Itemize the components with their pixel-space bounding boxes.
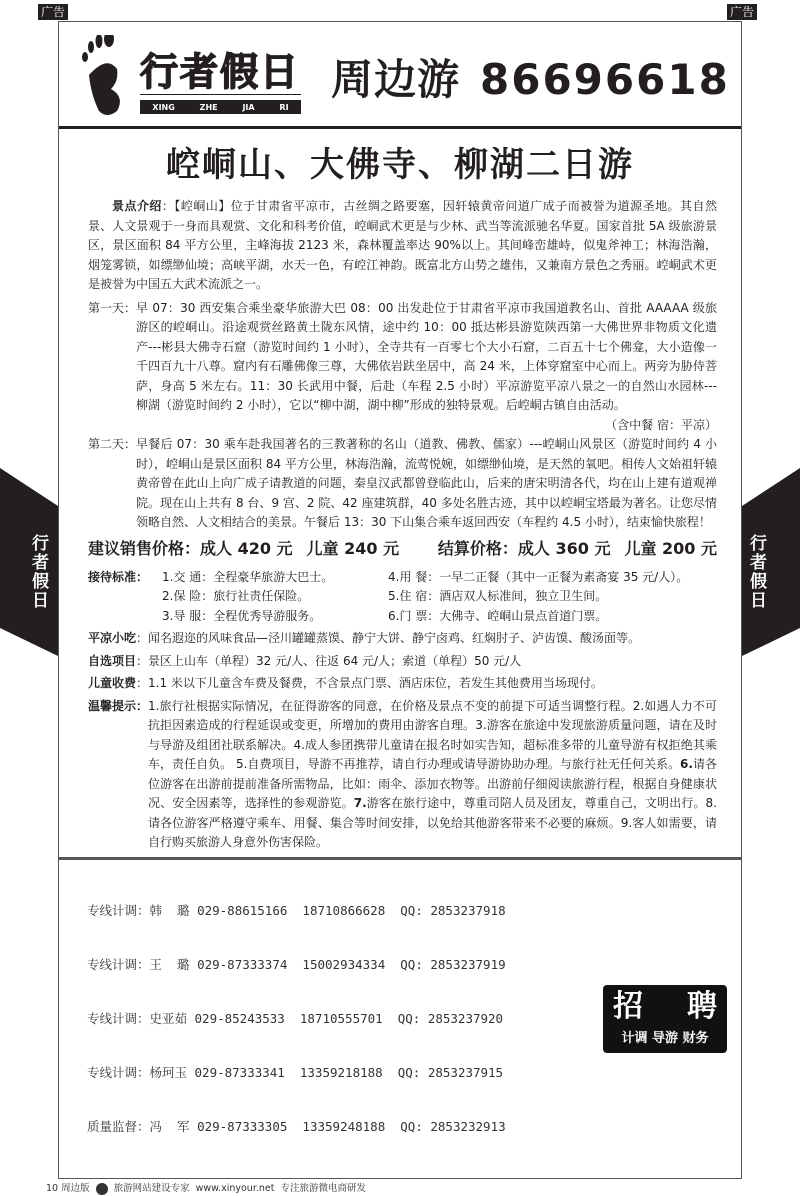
suggest-child-price: 儿童 240 元 <box>306 538 400 558</box>
day1-label: 第一天： <box>88 300 137 315</box>
day1 <box>88 299 717 436</box>
day2-text: 早餐后 07：30 乘车赴我国著名的三教著称的名山（道教、佛教、儒家）---崆峒山风景区（游览时间约 4 小时），崆峒山是景区面积 84 平方公里，林海浩瀚，流莺悦婉，如缥缈仙境，是天然的氧吧。相传人文始祖轩辕黄帝曾在此山上向广成子请教道的问题，秦皇汉武都曾登临此山，后来的唐宋明清各代，均在山上建有道观禅院。现在山上共有 8 台、9 宫、2 院、42 座建筑群，40 多处名胜古迹，其中以崆峒宝塔最为著名。让您尽情领略自然、人文相结合的美景。午餐后 13：30 下山集合乘车返回西安（车程约 4.5 小时），结束愉快旅程！ <box>136 437 717 529</box>
standards-label: 接待标准： <box>88 569 149 584</box>
hotline-number: 86696618 <box>480 55 730 104</box>
ad-label-right: 广告 <box>727 4 757 20</box>
header <box>59 22 741 129</box>
standards <box>88 568 717 627</box>
contact-row: 专线计调：杨珂玉 029-87333341 13359218188 QQ: 2853237915 <box>87 1064 504 1080</box>
logo-divider <box>140 94 301 95</box>
day1-text: 早 07：30 西安集合乘坐豪华旅游大巴 08：00 出发赴位于甘肃省平凉市我国道教名山、首批 AAAAA 级旅游区的崆峒山。沿途观赏丝路黄土陇东风情，途中约 10：00 抵达彬县游览陕西第一大佛世界非物质文化遗产---彬县大佛寺石窟（游览时间约 1 小时），全寺共有一百零七个大小石窟，二百五十七个佛龛，大小造像一千四百九十八尊。窟内有石雕佛像三尊，大佛依岩趺坐居中，高 24 米，上体穿窟室中心而上。两旁为胁侍菩萨，身高 5 米左右。11：30 长武用中餐，后赴（车程 2.5 小时）平凉游览平凉八景之一的自然山水园林---柳湖（游览时间约 2 小时），它以“柳中湖，湖中柳”形成的独特景观。后崆峒古镇自由活动。 （含中餐 宿：平凉） <box>136 299 717 436</box>
child-fee: 儿童收费：1.1 米以下儿童含车费及餐费，不含景点门票、酒店床位，若发生其他费用当场现付。 <box>88 676 603 690</box>
ad-frame <box>58 21 742 1179</box>
day1-note: （含中餐 宿：平凉） <box>605 417 717 432</box>
prices <box>88 538 717 560</box>
page-footer: 10 周边版 旅游网站建设专家 www.xinyour.net 专注旅游微电商研发 <box>46 1182 366 1194</box>
contact-row: 专线计调：韩 璐 029-88615166 18710866628 QQ: 2853237918 <box>87 902 506 918</box>
side-tab-left-text: 行 者 假 日 <box>32 534 49 611</box>
day2-label: 第二天： <box>88 437 137 451</box>
tips-text: 1.旅行社根据实际情况，在征得游客的同意，在价格及景点不变的前提下可适当调整行程。2.如遇人力不可抗拒因素造成的行程延误或变更，所增加的费用由游客自理。3.游客在旅途中发现旅游质量问题，请在及时与导游及组团社联系解决。4.成人参团携带儿童请在报名时如实告知，超标准多带的儿童导游有权拒绝其乘车，责任自负。 5.自费项目，导游不再推荐，请自行办理或请导游协助办理。与旅行社无任何关系。6.请各位游客在出游前提前准备所需物品，比如：雨伞、添加衣物等。出游前仔细阅读旅游行程，根据自身健康状况、安全因素等，选择性的参观游览。7.游客在旅行途中，尊重司陪人员及团友，尊重自己，文明出行。8.请各位游客严格遵守乘车、用餐、集合等时间安排，以免给其他游客带来不必要的麻烦。9.客人如需要，请自行购买旅游人身意外伤害保险。 <box>148 698 717 849</box>
tips-label: 温馨提示： <box>88 698 149 713</box>
footer-url: www.xinyour.net <box>195 1182 275 1194</box>
contact-list <box>87 866 506 1172</box>
intro-paragraph: 景点介绍：【崆峒山】位于甘肃省平凉市，古丝绸之路要塞，因轩辕黄帝问道广成子而被誉为道源圣地。其自然景、人文景观于一身而具观赏、文化和科考价值，崆峒武术更是与少林、武当等流派驰名华夏。国家首批 5A 级旅游景区，景区面积 84 平方公里，主峰海拔 2123 米，森林覆盖率达 90%以上。其间峰峦雄峙，似鬼斧神工；林海浩瀚，烟笼雾锁，如缥缈仙境；高峡平湖，水天一色，有崆江神韵。既富北方山势之雄伟，又兼南方景色之秀丽。崆峒武术更是被誉为中国五大武术流派之一。 <box>88 199 717 291</box>
settle-price: 结算价格：成人 360 元 <box>437 538 611 558</box>
tips <box>88 697 717 853</box>
ad-label-left: 广告 <box>38 4 68 20</box>
logo-pinyin: XING ZHE JIA RI <box>140 100 301 114</box>
page-title: 崆峒山、大佛寺、柳湖二日游 <box>166 145 634 185</box>
ad-label-row <box>0 0 800 21</box>
optional-items: 自选项目：景区上山车（单程）32 元/人、往返 64 元/人；索道（单程）50 元/人 <box>88 653 522 668</box>
suggest-price: 建议销售价格：成人 420 元 <box>88 538 293 558</box>
day2 <box>88 435 717 533</box>
logo-text: 行者假日 <box>140 50 301 94</box>
contact-row: 质量监督：冯 军 029-87333305 13359248188 QQ: 2853232913 <box>87 1118 506 1134</box>
contact-row: 专线计调：王 璐 029-87333374 15002934334 QQ: 2853237919 <box>87 956 506 972</box>
recruitment-badge: 招 聘 计调 导游 财务 <box>603 985 727 1053</box>
contact-row: 专线计调：史亚茹 029-85243533 18710555701 QQ: 2853237920 <box>87 1010 504 1026</box>
hotline: 周边游 86696618 <box>331 55 730 104</box>
side-tab-right-text: 行 者 假 日 <box>750 534 767 611</box>
content <box>59 197 741 857</box>
standards-list: 1.交 通：全程豪华旅游大巴士。 4.用 餐：一早二正餐（其中一正餐为素斋宴 35 元/人）。 2.保 险：旅行社责任保险。 5.住 宿：酒店双人标准间，独立卫生间。 3.导 服：全程优秀导游服务。 6.门 票：大佛寺、崆峒山景点首道门票。 <box>162 569 689 623</box>
snacks: 平凉小吃：闻名遐迩的风味食品—泾川罐罐蒸馍、静宁大饼、静宁卤鸡、红焖肘子、泸齿馍、酸汤面等。 <box>88 631 641 645</box>
footprint-logo-icon <box>81 35 127 117</box>
publisher-logo-icon <box>96 1183 108 1195</box>
contacts <box>59 860 741 1178</box>
settle-child-price: 儿童 200 元 <box>624 538 717 558</box>
